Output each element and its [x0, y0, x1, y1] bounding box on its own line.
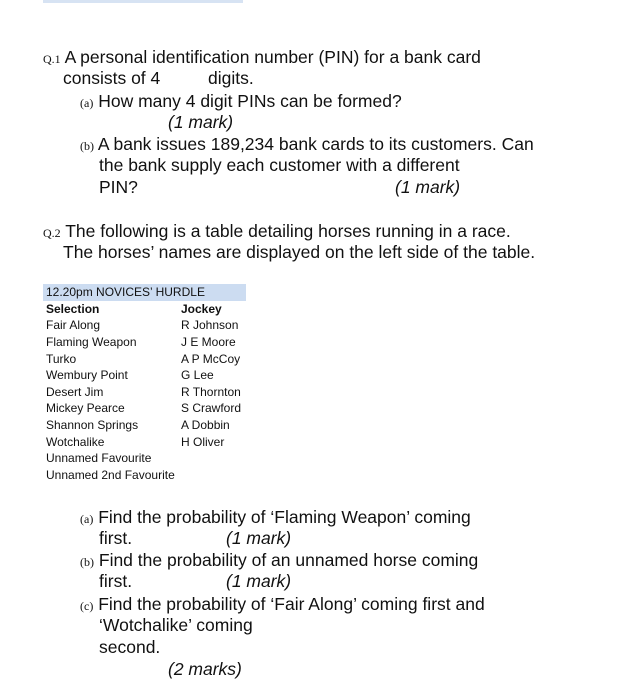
table-row	[43, 467, 246, 484]
q1b-text-line2: the bank supply each customer with a different	[99, 155, 460, 175]
q1b-label: (b)	[80, 139, 94, 153]
table-row	[43, 400, 246, 417]
q2-line1	[43, 221, 511, 244]
q1b-marks: (1 mark)	[395, 177, 461, 197]
q2b-label: (b)	[80, 555, 94, 569]
q2a-text-line2: first.	[99, 528, 133, 548]
selection-cell: Wotchalike	[46, 434, 105, 449]
q1a	[80, 91, 402, 114]
top-rule	[43, 0, 243, 3]
selection-cell: Unnamed 2nd Favourite	[46, 467, 175, 482]
q1-line2	[63, 68, 160, 89]
q2b-marks: (1 mark)	[226, 571, 292, 591]
table-title-row	[43, 284, 246, 301]
table-row	[43, 334, 246, 351]
q1-text-line2b: digits.	[208, 68, 254, 88]
q2c-text-line3: second.	[99, 637, 161, 657]
q2c-text-line1: Find the probability of ‘Fair Along’ coming first and	[98, 594, 485, 614]
jockey-cell: S Crawford	[181, 401, 242, 416]
table-row	[43, 450, 246, 467]
header-selection: Selection	[46, 301, 100, 316]
q1a-label: (a)	[80, 96, 94, 110]
q1a-text: How many 4 digit PINs can be formed?	[98, 91, 402, 111]
q2c-text-line2: ‘Wotchalike’ coming	[99, 615, 253, 635]
table-row	[43, 350, 246, 367]
jockey-cell: H Oliver	[181, 434, 225, 449]
jockey-cell: J E Moore	[181, 335, 236, 350]
jockey-cell: G Lee	[181, 368, 214, 383]
table-row	[43, 417, 246, 434]
q1b-text-line1: A bank issues 189,234 bank cards to its customers. Can	[97, 134, 534, 154]
q2-text-line1: The following is a table detailing horses running in a race.	[65, 221, 511, 241]
table-header-row	[43, 301, 246, 318]
q2c-label: (c)	[80, 599, 94, 613]
jockey-cell: A P McCoy	[181, 351, 241, 366]
jockey-cell	[178, 450, 246, 467]
q1-text-line2a: consists of 4	[63, 68, 161, 88]
q2a-marks: (1 mark)	[226, 528, 292, 548]
q1-line2-end	[208, 68, 254, 89]
header-jockey: Jockey	[181, 301, 222, 316]
table-row	[43, 367, 246, 384]
selection-cell: Wembury Point	[46, 368, 128, 383]
q2b	[80, 550, 478, 573]
q1-number: Q.1	[43, 52, 61, 66]
jockey-cell: R Thornton	[181, 384, 241, 399]
q2c-marks: (2 marks)	[168, 659, 242, 679]
q2-text-line2: The horses’ names are displayed on the left side of the table.	[63, 242, 536, 262]
selection-cell: Flaming Weapon	[46, 335, 137, 350]
q2a-text-line1: Find the probability of ‘Flaming Weapon’ coming	[98, 507, 471, 527]
q2-number: Q.2	[43, 226, 61, 240]
table-title: 12.20pm NOVICES’ HURDLE	[43, 284, 246, 301]
selection-cell: Desert Jim	[46, 384, 104, 399]
selection-cell: Mickey Pearce	[46, 401, 125, 416]
selection-cell: Shannon Springs	[46, 418, 139, 433]
selection-cell: Fair Along	[46, 318, 101, 333]
q2a-label: (a)	[80, 512, 94, 526]
table-row	[43, 433, 246, 450]
q2b-text-line1: Find the probability of an unnamed horse coming	[98, 550, 479, 570]
selection-cell: Turko	[46, 351, 77, 366]
q1a-marks: (1 mark)	[168, 112, 234, 132]
race-table	[43, 284, 246, 483]
q1b-text-line3: PIN?	[99, 177, 138, 197]
q2a	[80, 507, 471, 530]
table-row	[43, 384, 246, 401]
jockey-cell: A Dobbin	[181, 418, 230, 433]
jockey-cell: R Johnson	[181, 318, 239, 333]
q2c	[80, 594, 485, 617]
q1-text-line1: A personal identification number (PIN) for a bank card	[64, 47, 481, 67]
q2b-text-line2: first.	[99, 571, 133, 591]
q1-line1	[43, 47, 481, 70]
selection-cell: Unnamed Favourite	[46, 451, 152, 466]
q1b	[80, 134, 534, 157]
table-row	[43, 317, 246, 334]
